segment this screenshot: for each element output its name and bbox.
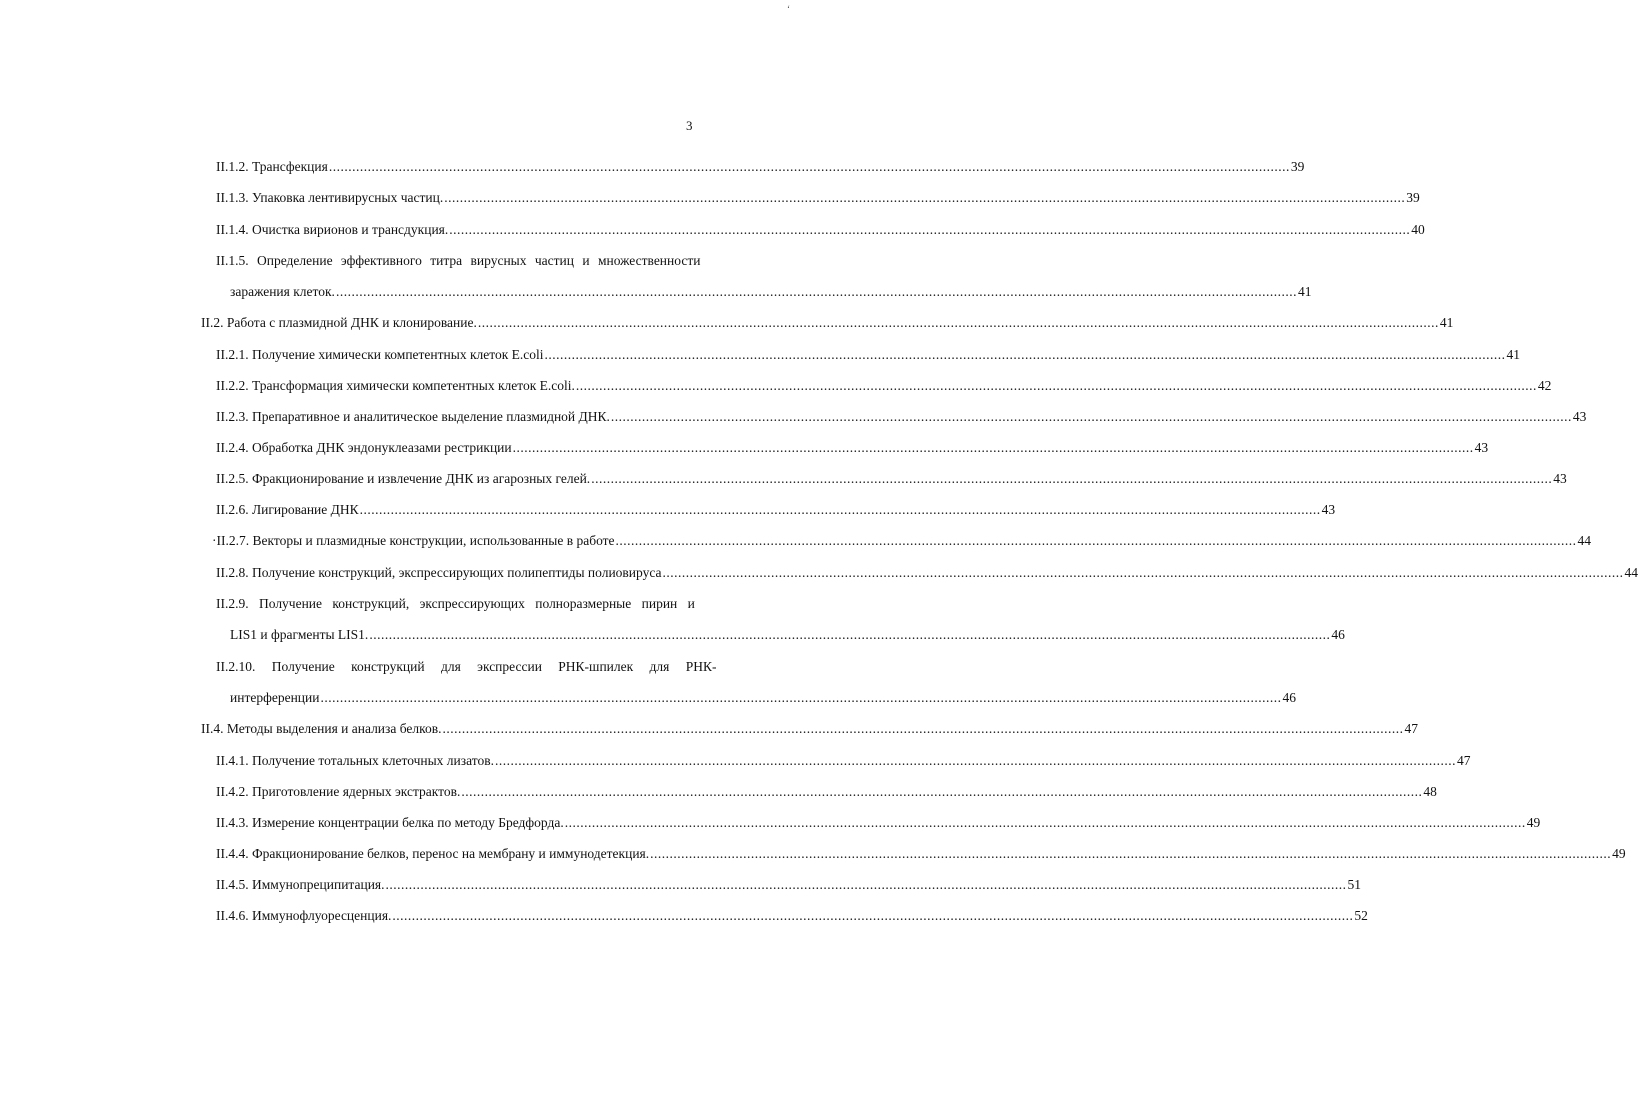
toc-entry-page: 49 <box>1526 815 1541 830</box>
toc-entry-first-line[interactable] <box>216 659 717 675</box>
toc-entry-title: II.2.8. Получение конструкций, экспрессирующих полипептиды полиовируса <box>216 565 662 580</box>
toc-entry[interactable] <box>216 440 1489 456</box>
toc-entry[interactable] <box>216 222 1425 238</box>
toc-entry-page: 43 <box>1553 471 1567 486</box>
toc-entry-page: 48 <box>1423 784 1437 799</box>
toc-entry[interactable] <box>216 565 1638 581</box>
dot-leader <box>495 753 1456 769</box>
toc-entry-page: 49 <box>1612 846 1626 861</box>
toc-entry[interactable] <box>201 315 1454 331</box>
toc-entry[interactable] <box>212 533 1592 549</box>
toc-entry-title-line1: II.1.5. Определение эффективного титра вирусных частиц и множественности <box>216 253 701 268</box>
toc-entry-title: LIS1 и фрагменты LIS1. <box>230 627 369 642</box>
toc-entry-page: 43 <box>1474 440 1489 455</box>
toc-entry-page: 39 <box>1290 159 1305 174</box>
toc-entry[interactable] <box>216 908 1368 924</box>
toc-entry-page: 40 <box>1411 222 1425 237</box>
toc-entry-title: ·II.2.7. Векторы и плазмидные конструкции, использованные в работе <box>212 533 615 548</box>
toc-entry[interactable] <box>216 784 1437 800</box>
toc-entry-title: II.4.3. Измерение концентрации белка по методу Бредфорда. <box>216 815 564 830</box>
toc-entry[interactable] <box>216 378 1552 394</box>
toc-entry-title: II.2.2. Трансформация химически компетентных клеток E.coli. <box>216 378 575 393</box>
toc-entry-title-line1: II.2.10. Получение конструкций для экспрессии РНК-шпилек для РНК- <box>216 659 717 674</box>
dot-leader <box>336 284 1297 300</box>
toc-entry-title: II.2.6. Лигирование ДНК <box>216 502 359 517</box>
toc-entry-title: II.2.5. Фракционирование и извлечение ДНК из агарозных гелей. <box>216 471 591 486</box>
toc-entry-page: 44 <box>1624 565 1638 580</box>
toc-entry-page: 42 <box>1537 378 1552 393</box>
toc-entry-page: 41 <box>1439 315 1454 330</box>
toc-entry-page: 43 <box>1572 409 1587 424</box>
toc-entry-page: 52 <box>1354 908 1368 923</box>
toc-entry-page: 46 <box>1331 627 1345 642</box>
dot-leader <box>650 846 1611 862</box>
toc-entry-page: 44 <box>1577 533 1592 548</box>
toc-entry[interactable] <box>216 347 1521 363</box>
dot-leader <box>611 409 1572 425</box>
toc-entry-title: II.1.2. Трансфекция <box>216 159 328 174</box>
dot-leader <box>320 690 1281 706</box>
dot-leader <box>616 533 1577 549</box>
toc-entry[interactable] <box>216 877 1362 893</box>
dot-leader <box>444 190 1405 206</box>
toc-entry-title: II.2.3. Препаративное и аналитическое выделение плазмидной ДНК. <box>216 409 610 424</box>
toc-entry-first-line[interactable] <box>216 596 694 612</box>
toc-entry[interactable] <box>216 159 1305 175</box>
page-number: 3 <box>686 118 693 133</box>
scan-mark: ‘ <box>787 4 790 14</box>
dot-leader <box>360 502 1321 518</box>
toc-entry-title: II.4.6. Иммунофлуоресценция. <box>216 908 392 923</box>
dot-leader <box>329 159 1290 175</box>
dot-leader <box>576 378 1537 394</box>
dot-leader <box>545 347 1506 363</box>
toc-entry-first-line[interactable] <box>216 253 701 269</box>
toc-entry-title: II.1.4. Очистка вирионов и трансдукция. <box>216 222 449 237</box>
toc-entry[interactable] <box>230 284 1312 300</box>
toc-entry-title: II.2.4. Обработка ДНК эндонуклеазами рестрикции <box>216 440 512 455</box>
toc-entry[interactable] <box>216 409 1587 425</box>
dot-leader <box>513 440 1474 456</box>
toc-entry-page: 41 <box>1297 284 1312 299</box>
toc-entry[interactable] <box>230 627 1345 643</box>
dot-leader <box>591 471 1552 487</box>
toc-entry-page: 46 <box>1282 690 1296 705</box>
toc-entry-page: 41 <box>1506 347 1521 362</box>
toc-entry[interactable] <box>216 815 1541 831</box>
toc-entry[interactable] <box>216 190 1420 206</box>
toc-entry-title: II.1.3. Упаковка лентивирусных частиц. <box>216 190 444 205</box>
toc-entry[interactable] <box>216 753 1471 769</box>
toc-entry-title: II.4.4. Фракционирование белков, перенос на мембрану и иммунодетекция. <box>216 846 650 861</box>
dot-leader <box>663 565 1624 581</box>
toc-entry-title: II.2. Работа с плазмидной ДНК и клонирование. <box>201 315 477 330</box>
toc-entry-title-line1: II.2.9. Получение конструкций, экспрессирующих полноразмерные пирин и <box>216 596 695 611</box>
dot-leader <box>478 315 1439 331</box>
toc-entry-title: II.2.1. Получение химически компетентных клеток E.coli <box>216 347 544 362</box>
dot-leader <box>369 627 1330 643</box>
toc-entry[interactable] <box>216 502 1336 518</box>
toc-entry-title: II.4.5. Иммунопреципитация. <box>216 877 385 892</box>
toc-entry-title: интерференции <box>230 690 320 705</box>
toc-entry-title: II.4.1. Получение тотальных клеточных лизатов. <box>216 753 494 768</box>
dot-leader <box>386 877 1347 893</box>
dot-leader <box>392 908 1353 924</box>
toc-entry-title: II.4.2. Приготовление ядерных экстрактов. <box>216 784 461 799</box>
toc-entry-page: 47 <box>1456 753 1471 768</box>
toc-entry[interactable] <box>201 721 1419 737</box>
toc-entry-title: заражения клеток. <box>230 284 335 299</box>
toc-entry-page: 47 <box>1404 721 1419 736</box>
dot-leader <box>565 815 1526 831</box>
dot-leader <box>443 721 1404 737</box>
toc-entry[interactable] <box>230 690 1296 706</box>
toc-entry[interactable] <box>216 471 1567 487</box>
toc-entry-page: 43 <box>1321 502 1336 517</box>
dot-leader <box>449 222 1410 238</box>
dot-leader <box>461 784 1422 800</box>
toc-entry-title: II.4. Методы выделения и анализа белков. <box>201 721 442 736</box>
toc-entry-page: 51 <box>1347 877 1362 892</box>
toc-entry[interactable] <box>216 846 1626 862</box>
toc-entry-page: 39 <box>1406 190 1420 205</box>
